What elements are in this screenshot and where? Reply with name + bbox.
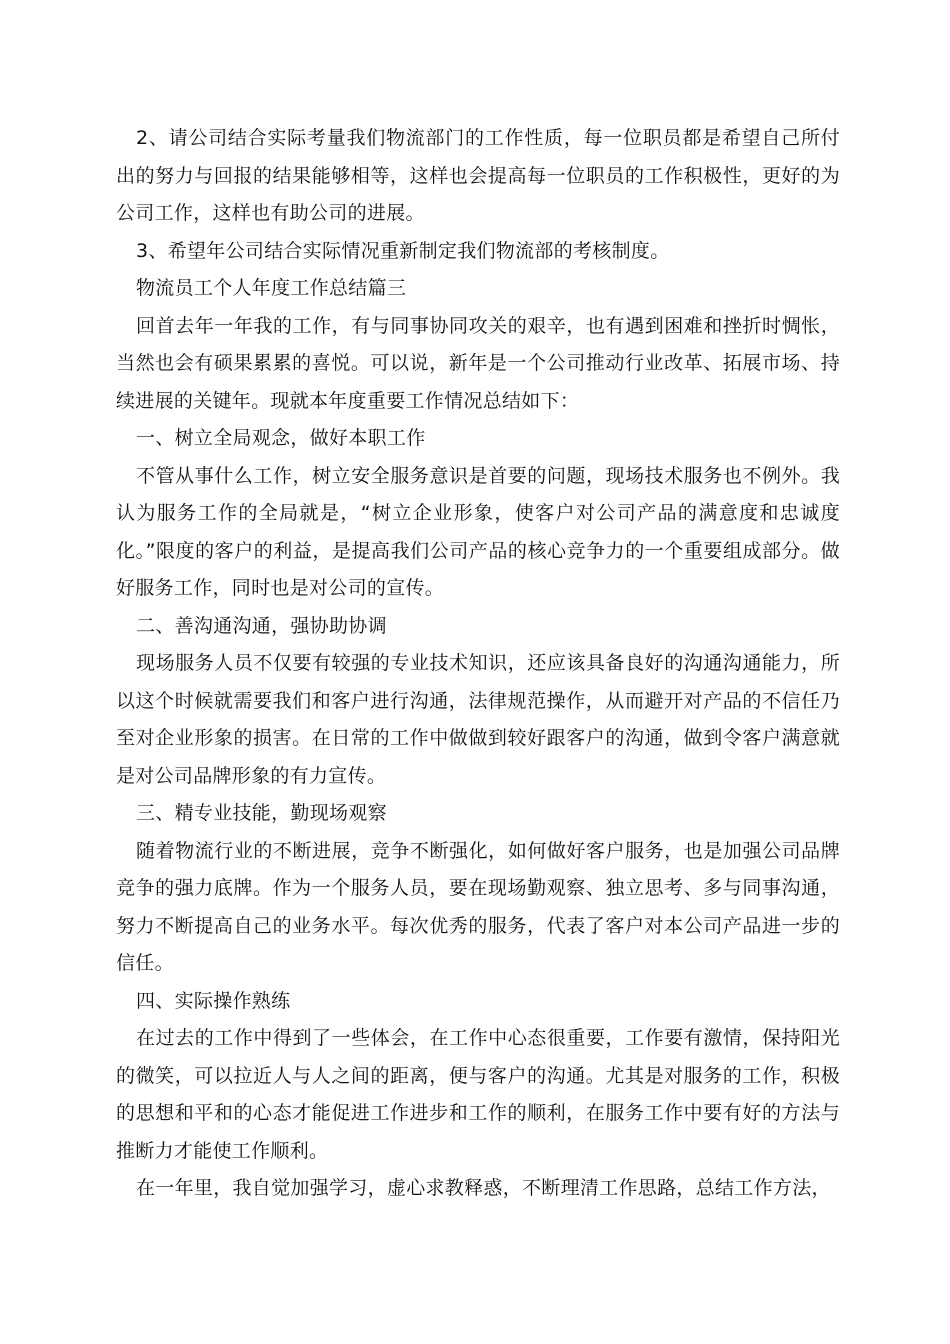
paragraph-suggestion-3: 3、希望年公司结合实际情况重新制定我们物流部的考核制度。 <box>136 239 670 262</box>
paragraph-1: 不管从事什么工作，树立安全服务意识是首要的问题，现场技术服务也不例外。我认为服务工作的全局就是，“树立企业形象，使客户对公司产品的满意度和忠诚度化。”限度的客户的利益，是提高我们公司产品的核心竞争力的一个重要组成部分。做好服务工作，同时也是对公司的宣传。 <box>116 464 840 599</box>
heading-4: 四、实际操作熟练 <box>136 989 291 1012</box>
heading-3: 三、精专业技能，勤现场观察 <box>136 802 387 824</box>
heading-2: 二、善沟通沟通，强协助协调 <box>136 614 387 637</box>
paragraph-3: 随着物流行业的不断进展，竞争不断强化，如何做好客户服务，也是加强公司品牌竞争的强力底牌。作为一个服务人员，要在现场勤观察、独立思考、多与同事沟通，努力不断提高自己的业务水平。每次优秀的服务，代表了客户对本公司产品进一步的信任。 <box>116 839 840 974</box>
heading-1: 一、树立全局观念，做好本职工作 <box>136 427 426 449</box>
paragraph-2: 现场服务人员不仅要有较强的专业技术知识，还应该具备良好的沟通沟通能力，所以这个时候就需要我们和客户进行沟通，法律规范操作，从而避开对产品的不信任乃至对企业形象的损害。在日常的工作中做做到较好跟客户的沟通，做到令客户满意就是对公司品牌形象的有力宣传。 <box>116 652 840 787</box>
paragraph-suggestion-2: 2、请公司结合实际考量我们物流部门的工作性质，每一位职员都是希望自己所付出的努力与回报的结果能够相等，这样也会提高每一位职员的工作积极性，更好的为公司工作，这样也有助公司的进展。 <box>116 127 840 224</box>
document-body <box>116 120 840 1208</box>
paragraph-intro: 回首去年一年我的工作，有与同事协同攻关的艰辛，也有遇到困难和挫折时惆怅，当然也会有硕果累累的喜悦。可以说，新年是一个公司推动行业改革、拓展市场、持续进展的关键年。现就本年度重要工作情况总结如下： <box>116 314 840 412</box>
section-title: 物流员工个人年度工作总结篇三 <box>136 277 407 299</box>
paragraph-4: 在过去的工作中得到了一些体会，在工作中心态很重要，工作要有激情，保持阳光的微笑，可以拉近人与人之间的距离，便与客户的沟通。尤其是对服务的工作，积极的思想和平和的心态才能促进工作进步和工作的顺利，在服务工作中要有好的方法与推断力才能使工作顺利。 <box>116 1027 840 1162</box>
paragraph-5: 在一年里，我自觉加强学习，虚心求教释惑，不断理清工作思路，总结工作方法， <box>136 1177 831 1199</box>
